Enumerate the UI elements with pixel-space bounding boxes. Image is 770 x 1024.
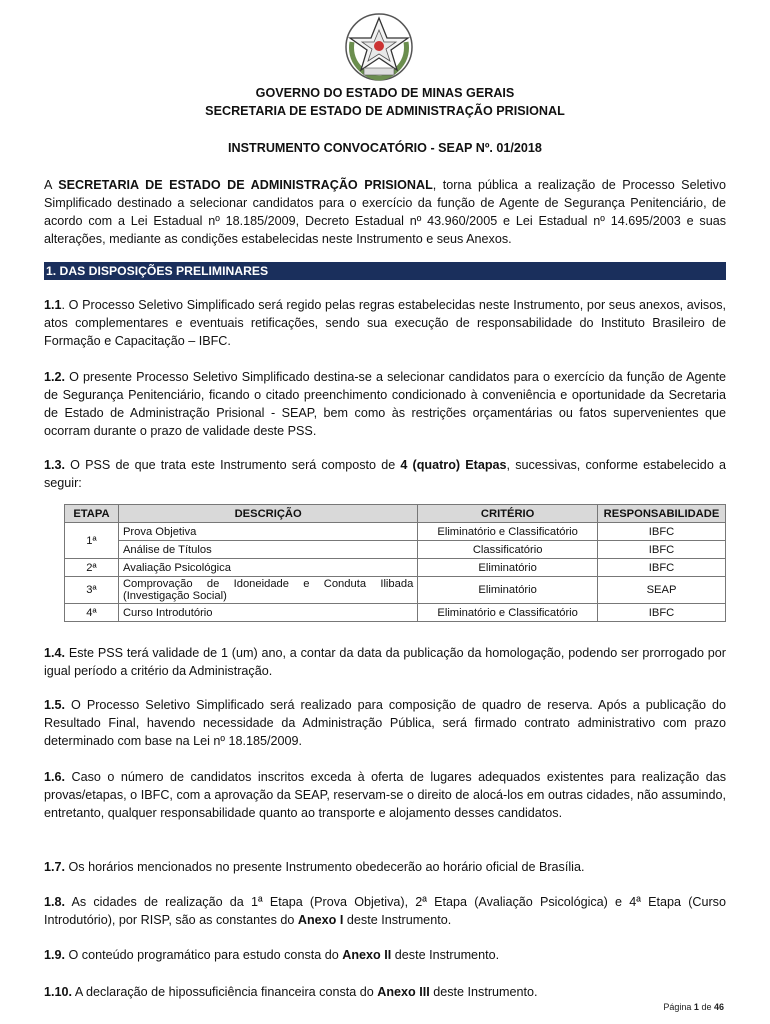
resp-cell: SEAP [597,577,725,604]
paragraph-1-9: 1.9. O conteúdo programático para estudo consta do Anexo II deste Instrumento. [44,948,500,962]
table-row [65,577,726,604]
header-responsabilidade: RESPONSABILIDADE [597,505,725,523]
etapa-cell: 2ª [65,559,119,577]
intro-paragraph: A SECRETARIA DE ESTADO DE ADMINISTRAÇÃO PRISIONAL, torna pública a realização de Processo Seletivo Simplificado destinado a selecionar candidatos para o exercício da função de Agente de Segurança Penitenciário, de acordo com a Lei Estadual nº 18.185/2009, Decreto Estadual nº 43.960/2005 e Lei Estadual nº 14.695/2003 e suas alterações, mediante as condições estabelecidas neste Instrumento e seus Anexos. [44,178,726,246]
paragraph-1-4: 1.4. Este PSS terá validade de 1 (um) ano, a contar da data da publicação da homologação, podendo ser prorrogado por igual período a critério da Administração. [44,646,726,678]
etapa-cell: 3ª [65,577,119,604]
table-row [65,559,726,577]
descricao-cell: Comprovação de Idoneidade e Conduta Ilibada (Investigação Social) [118,577,417,604]
header-descricao: DESCRIÇÃO [118,505,417,523]
org-name: SECRETARIA DE ESTADO DE ADMINISTRAÇÃO PRISIONAL [58,178,433,192]
criterio-cell: Eliminatório [418,559,598,577]
table-row [65,523,726,541]
etapa-cell: 4ª [65,604,119,622]
state-seal-icon [344,12,414,82]
document-title: INSTRUMENTO CONVOCATÓRIO - SEAP Nº. 01/2018 [228,141,542,155]
table-row [65,541,726,559]
government-heading: GOVERNO DO ESTADO DE MINAS GERAIS [255,86,515,100]
criterio-cell: Eliminatório e Classificatório [418,523,598,541]
resp-cell: IBFC [597,541,725,559]
paragraph-1-6: 1.6. Caso o número de candidatos inscritos exceda à oferta de lugares adequados existentes para realização das provas/etapas, o IBFC, com a aprovação da SEAP, reservam-se o direito de alocá-los em outras cidades, não assumindo, entretanto, qualquer responsabilidade quanto ao transporte e alojamento desses candidatos. [44,770,726,820]
stages-table [64,504,726,622]
descricao-cell: Análise de Títulos [118,541,417,559]
paragraph-1-5: 1.5. O Processo Seletivo Simplificado será realizado para composição de quadro de reserva. Após a publicação do Resultado Final, havendo necessidade da Administração Pública, será firmado contrato administrativo com prazo determinado com base na Lei nº 18.185/2009. [44,698,726,748]
paragraph-1-1: 1.1. O Processo Seletivo Simplificado será regido pelas regras estabelecidas neste Instrumento, por seus anexos, avisos, atos complementares e eventuais retificações, sendo sua execução de responsabilidade do Instituto Brasileiro de Formação e Capacitação – IBFC. [44,298,726,348]
resp-cell: IBFC [597,604,725,622]
header-etapa: ETAPA [65,505,119,523]
secretariat-heading: SECRETARIA DE ESTADO DE ADMINISTRAÇÃO PRISIONAL [205,104,565,118]
descricao-cell: Curso Introdutório [118,604,417,622]
criterio-cell: Eliminatório e Classificatório [418,604,598,622]
paragraph-1-8: 1.8. As cidades de realização da 1ª Etapa (Prova Objetiva), 2ª Etapa (Avaliação Psicológica) e 4ª Etapa (Curso Introdutório), por RISP, são as constantes do Anexo I deste Instrumento. [44,895,726,927]
paragraph-1-10: 1.10. A declaração de hipossuficiência financeira consta do Anexo III deste Instrumento. [44,985,538,999]
resp-cell: IBFC [597,559,725,577]
table-row [65,604,726,622]
page-number: Página 1 de 46 [663,1002,724,1012]
paragraph-1-3: 1.3. O PSS de que trata este Instrumento será composto de 4 (quatro) Etapas, sucessivas, conforme estabelecido a seguir: [44,458,726,490]
section-heading: 1. DAS DISPOSIÇÕES PRELIMINARES [44,262,726,280]
criterio-cell: Classificatório [418,541,598,559]
descricao-cell: Avaliação Psicológica [118,559,417,577]
criterio-cell: Eliminatório [418,577,598,604]
resp-cell: IBFC [597,523,725,541]
etapa-cell: 1ª [65,523,119,559]
paragraph-1-7: 1.7. Os horários mencionados no presente Instrumento obedecerão ao horário oficial de Brasília. [44,860,585,874]
descricao-cell: Prova Objetiva [118,523,417,541]
table-header-row [65,505,726,523]
paragraph-1-2: 1.2. O presente Processo Seletivo Simplificado destina-se a selecionar candidatos para o exercício da função de Agente de Segurança Penitenciário, ficando o citado preenchimento condicionado à conveniência e oportunidade da Secretaria de Estado de Administração Prisional - SEAP, bem como às restrições orçamentárias ou fatos supervenientes que ocorram durante o prazo de validade deste PSS. [44,370,726,438]
header-criterio: CRITÉRIO [418,505,598,523]
